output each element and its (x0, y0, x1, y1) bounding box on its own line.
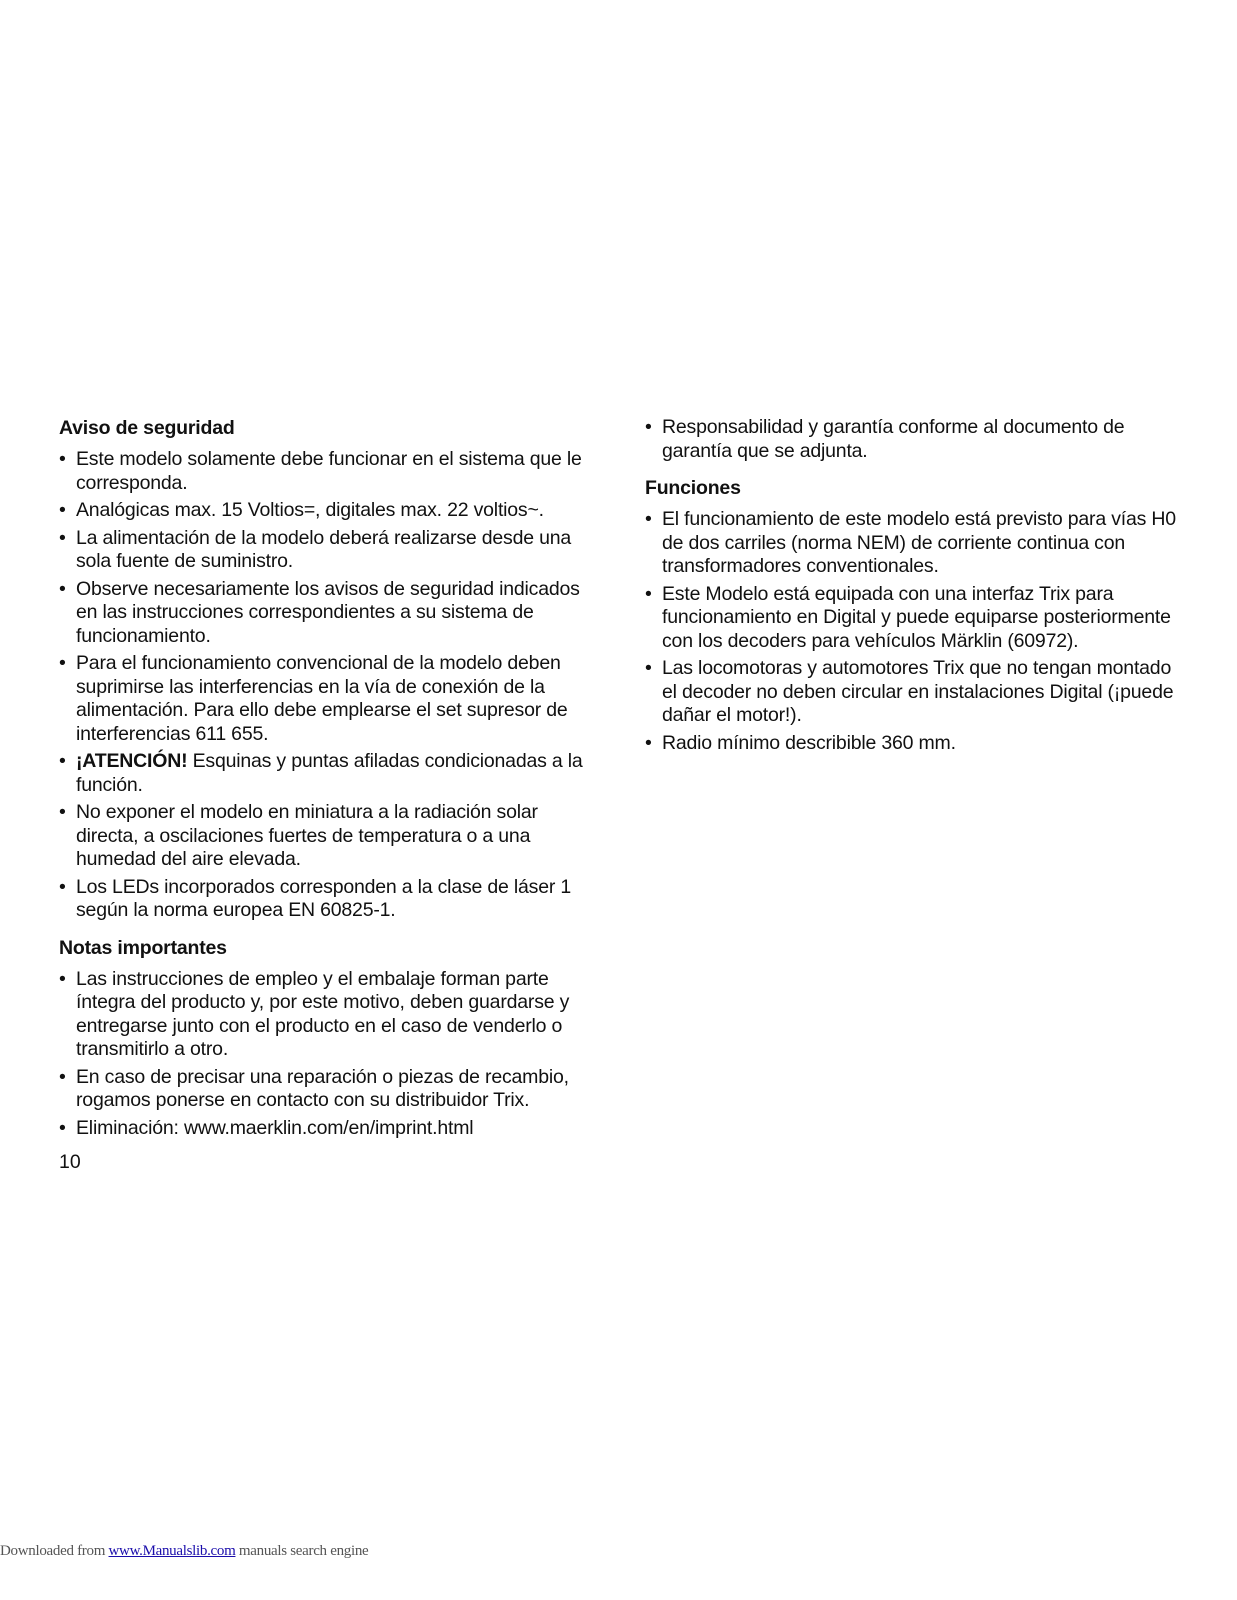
list-item: • El funcionamiento de este modelo está previsto para vías H0 de dos carriles (norma NEM) de corriente continua con transformadores conventionales. (645, 508, 1185, 579)
list-item: • Radio mínimo describible 360 mm. (645, 732, 1185, 756)
section-heading-functions: Funciones (645, 477, 741, 499)
list-item: • Las instrucciones de empleo y el embalaje forman parte íntegra del producto y, por este motivo, deben guardarse y entregarse junto con el producto en el caso de venderlo o transmitirlo a otro. (59, 968, 594, 1062)
list-item: • No exponer el modelo en miniatura a la radiación solar directa, a oscilaciones fuertes de temperatura o a una humedad del aire elevada. (59, 801, 594, 872)
list-item: • Las locomotoras y automotores Trix que no tengan montado el decoder no deben circular en instalaciones Digital (¡puede dañar el motor!). (645, 657, 1185, 728)
list-item: • Analógicas max. 15 Voltios=, digitales max. 22 voltios~. (59, 499, 594, 523)
safety-list (59, 448, 594, 923)
list-item: • En caso de precisar una reparación o piezas de recambio, rogamos ponerse en contacto con su distribuidor Trix. (59, 1066, 594, 1113)
download-footer (0, 1541, 368, 1561)
list-item: • La alimentación de la modelo deberá realizarse desde una sola fuente de suministro. (59, 527, 594, 574)
list-item: • Los LEDs incorporados corresponden a la clase de láser 1 según la norma europea EN 60825-1. (59, 876, 594, 923)
attention-label: ¡ATENCIÓN! (76, 750, 188, 772)
manualslib-link[interactable]: www.Manualslib.com (108, 1543, 236, 1559)
right-column (645, 416, 1185, 759)
footer-suffix: manuals search engine (235, 1543, 369, 1559)
notes-list (59, 968, 594, 1141)
attention-text: Esquinas y puntas afiladas condicionadas a la función. (76, 750, 583, 796)
warranty-list (645, 416, 1185, 463)
list-item: • Responsabilidad y garantía conforme al documento de garantía que se adjunta. (645, 416, 1185, 463)
page-number: 10 (59, 1151, 81, 1173)
list-item: • Observe necesariamente los avisos de seguridad indicados en las instrucciones correspondientes a su sistema de funcionamiento. (59, 578, 594, 649)
list-item: • Para el funcionamiento convencional de la modelo deben suprimirse las interferencias en la vía de conexión de la alimentación. Para ello debe emplearse el set supresor de interferencias 611 655. (59, 652, 594, 746)
section-heading-safety: Aviso de seguridad (59, 417, 235, 439)
list-item: • Este Modelo está equipada con una interfaz Trix para funcionamiento en Digital y puede equiparse posteriormente con los decoders para vehículos Märklin (60972). (645, 583, 1185, 654)
functions-list (645, 508, 1185, 755)
list-item-attention (59, 750, 594, 797)
list-item: • Este modelo solamente debe funcionar en el sistema que le corresponda. (59, 448, 594, 495)
footer-prefix: Downloaded from (0, 1543, 109, 1559)
section-heading-notes: Notas importantes (59, 936, 227, 959)
list-item: • Eliminación: www.maerklin.com/en/imprint.html (59, 1117, 594, 1141)
left-column (59, 416, 594, 1144)
